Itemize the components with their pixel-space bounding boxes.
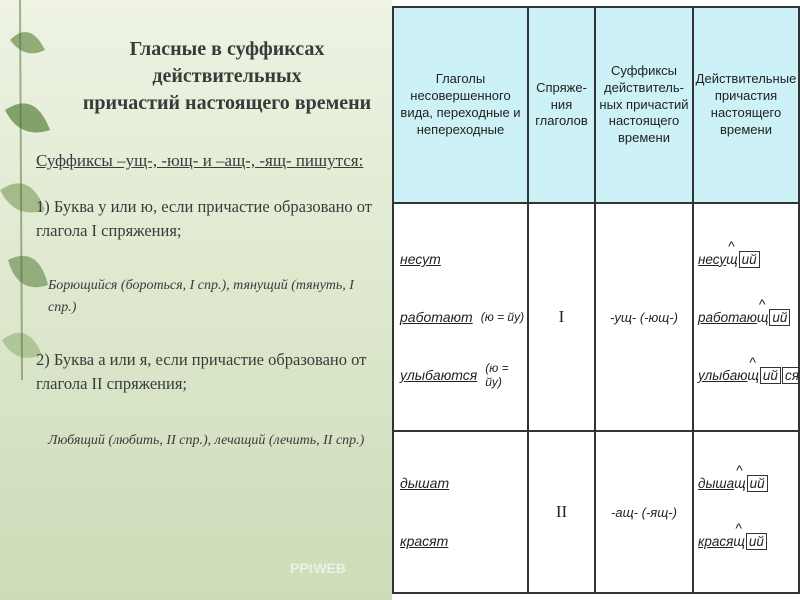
suffix-cell-2: -ащ- (-ящ-) bbox=[595, 431, 693, 593]
watermark: PPtWEB bbox=[290, 560, 346, 576]
table-row bbox=[393, 431, 799, 593]
verbs-cell-2 bbox=[393, 431, 528, 593]
participles-cell-1 bbox=[693, 203, 799, 431]
slide-title: Гласные в суффиксах действительных причастий настоящего времени bbox=[82, 38, 372, 114]
table-row bbox=[393, 203, 799, 431]
rule-point-1: 1) Буква у или ю, если причастие образовано от глагола I спряжения; bbox=[36, 197, 373, 240]
header-conjugation: Спряже- ния глаголов bbox=[528, 7, 595, 203]
verb-item: несут bbox=[400, 251, 441, 267]
participle-item: работаю ^ щ ий bbox=[694, 288, 798, 346]
participle-item: дыша ^ щ ий bbox=[694, 454, 798, 512]
conjugation-cell-2: II bbox=[528, 431, 595, 593]
suffix-table bbox=[392, 6, 800, 594]
verb-item: улыбаются (ю = йу) bbox=[400, 361, 509, 389]
rule-heading: Суффиксы –ущ-, -ющ- и –ащ-, -ящ- пишутся: bbox=[36, 151, 364, 170]
participle-item: несу ^ щ ий bbox=[694, 230, 798, 288]
rule-point-2: 2) Буква а или я, если причастие образовано от глагола II спряжения; bbox=[36, 350, 367, 393]
header-participles: Действительные причастия настоящего времени bbox=[693, 7, 799, 203]
header-suffixes: Суффиксы действитель- ных причастий настоящего времени bbox=[595, 7, 693, 203]
participles-cell-2 bbox=[693, 431, 799, 593]
example-2: Любящий (любить, II спр.), лечащий (лечить, II спр.) bbox=[48, 433, 365, 448]
participle-item: улыбаю ^ щ ий ся bbox=[694, 346, 798, 404]
verb-item: работают (ю = йу) bbox=[400, 309, 525, 325]
verbs-cell-1 bbox=[393, 203, 528, 431]
verb-item: красят bbox=[400, 533, 449, 549]
conjugation-cell-1: I bbox=[528, 203, 595, 431]
suffix-table-panel bbox=[392, 0, 800, 600]
slide-left-panel bbox=[0, 0, 392, 600]
suffix-cell-1: -ущ- (-ющ-) bbox=[595, 203, 693, 431]
example-1: Борющийся (бороться, I спр.), тянущий (тянуть, I спр.) bbox=[48, 278, 354, 316]
verb-item: дышат bbox=[400, 475, 450, 491]
header-verbs: Глаголы несовершенного вида, переходные и непереходные bbox=[393, 7, 528, 203]
participle-item: крася ^ щ ий bbox=[694, 512, 798, 570]
